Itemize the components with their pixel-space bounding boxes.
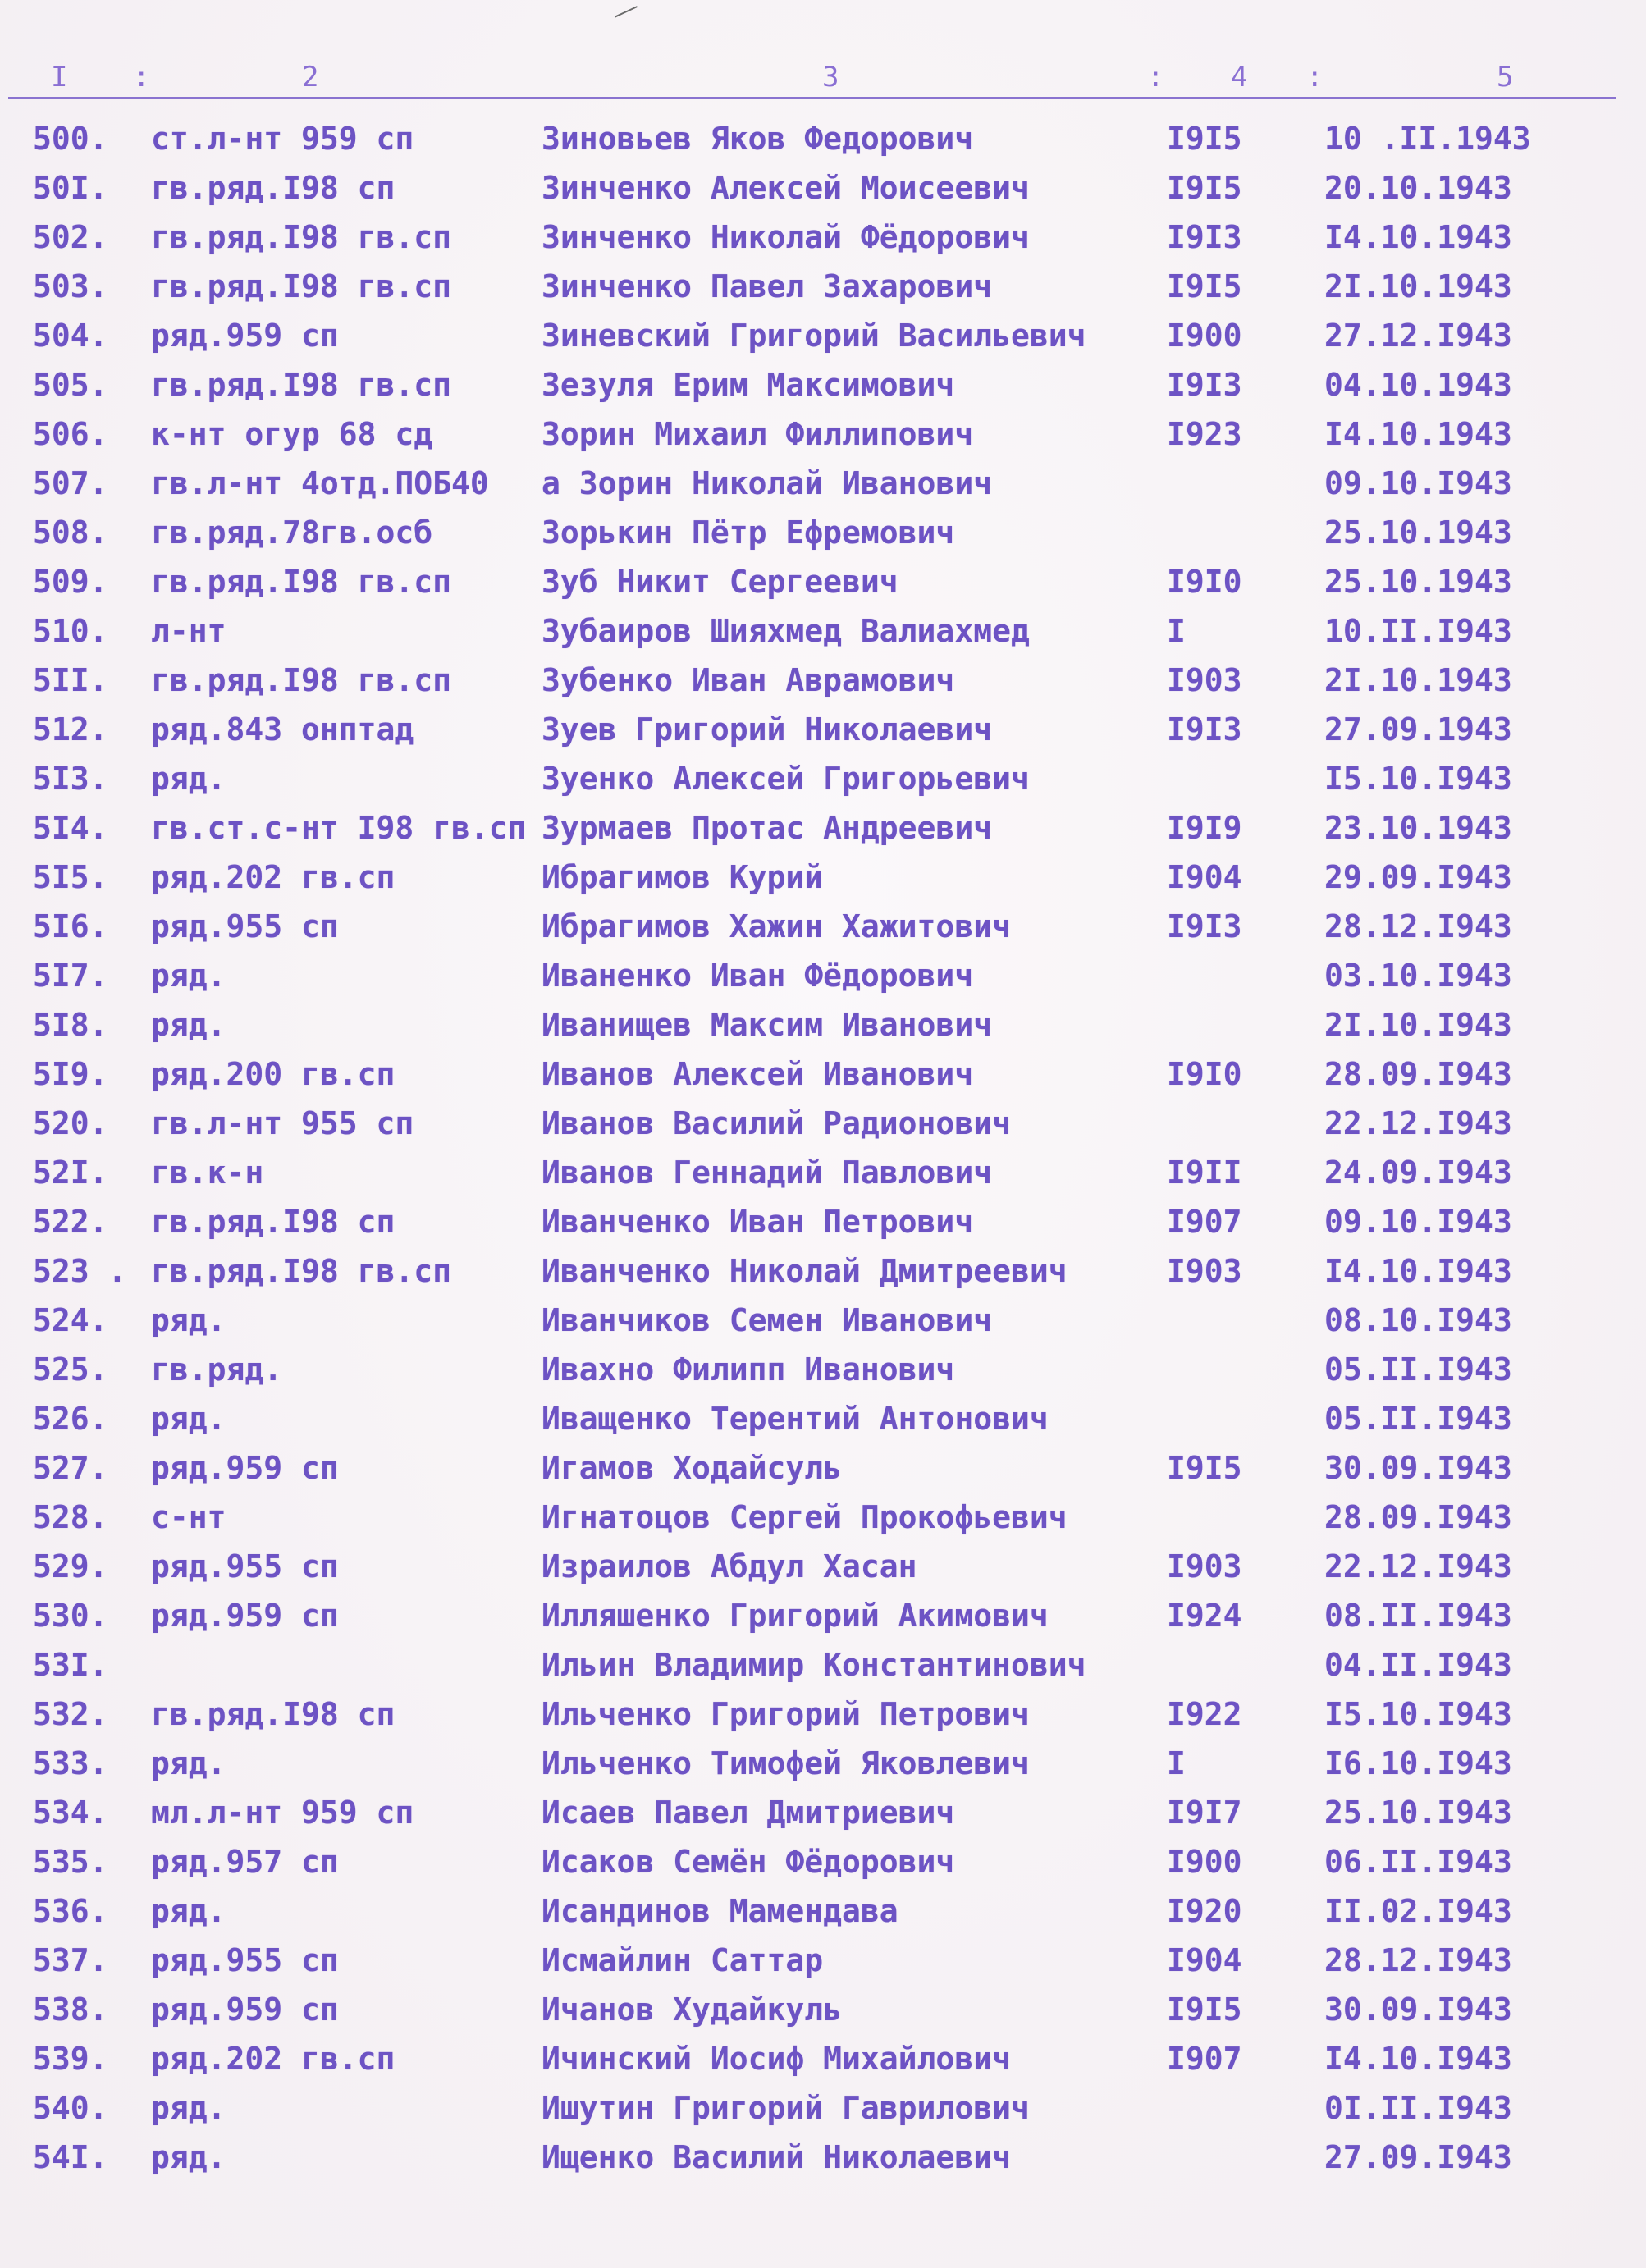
record-row: [0, 1346, 1646, 1393]
record-name: Зезуля Ерим Максимович: [542, 367, 955, 403]
record-unit: гв.ст.с-нт I98 гв.сп: [151, 810, 527, 846]
record-date: I5.10.I943: [1324, 761, 1512, 797]
record-number: 5I5.: [33, 859, 108, 895]
record-name: Ищенко Василий Николаевич: [542, 2139, 1011, 2175]
record-number: 500.: [33, 121, 108, 157]
record-row: [0, 312, 1646, 359]
record-number: 527.: [33, 1450, 108, 1486]
record-number: 53I.: [33, 1647, 108, 1683]
record-unit: ряд.957 сп: [151, 1844, 339, 1880]
record-date: 25.10.1943: [1324, 514, 1512, 551]
record-birth-year: I923: [1167, 416, 1242, 452]
record-row: [0, 1789, 1646, 1836]
record-birth-year: I9I3: [1167, 908, 1242, 944]
record-date: 2I.10.I943: [1324, 1007, 1512, 1043]
record-name: Ильин Владимир Константинович: [542, 1647, 1086, 1683]
record-birth-year: I9I3: [1167, 367, 1242, 403]
record-date: 28.09.I943: [1324, 1499, 1512, 1535]
record-unit: ряд.959 сп: [151, 1450, 339, 1486]
col-separator: :: [133, 61, 152, 94]
record-row: [0, 164, 1646, 212]
record-date: 25.10.I943: [1324, 1795, 1512, 1831]
record-unit: ряд.: [151, 2090, 226, 2126]
record-unit: ряд.959 сп: [151, 318, 339, 354]
record-unit: ряд.: [151, 2139, 226, 2175]
record-row: [0, 2084, 1646, 2132]
record-name: Ишутин Григорий Гаврилович: [542, 2090, 1030, 2126]
record-unit: л-нт: [151, 613, 226, 649]
record-row: [0, 706, 1646, 753]
record-name: Ибрагимов Курий: [542, 859, 824, 895]
record-name: Зорин Михаил Филлипович: [542, 416, 974, 452]
record-name: Иваненко Иван Фёдорович: [542, 958, 974, 994]
record-unit: гв.ряд.I98 гв.сп: [151, 662, 452, 698]
record-birth-year: I9I0: [1167, 1056, 1242, 1092]
record-birth-year: I907: [1167, 2041, 1242, 2077]
record-unit: мл.л-нт 959 сп: [151, 1795, 414, 1831]
record-number: 540.: [33, 2090, 108, 2126]
record-date: 23.10.1943: [1324, 810, 1512, 846]
record-birth-year: I907: [1167, 1204, 1242, 1240]
record-date: 2I.10.1943: [1324, 662, 1512, 698]
record-unit: гв.ряд.I98 сп: [151, 1204, 395, 1240]
record-number: 504.: [33, 318, 108, 354]
record-number: 526.: [33, 1401, 108, 1437]
record-birth-year: I9I0: [1167, 564, 1242, 600]
record-unit: ряд.: [151, 1745, 226, 1781]
record-row: [0, 1001, 1646, 1049]
record-date: 0I.II.I943: [1324, 2090, 1512, 2126]
record-unit: ряд.200 гв.сп: [151, 1056, 395, 1092]
record-birth-year: I9II: [1167, 1155, 1242, 1191]
record-birth-year: I922: [1167, 1696, 1242, 1732]
record-unit: ряд.: [151, 1893, 226, 1929]
record-name: Игнатоцов Сергей Прокофьевич: [542, 1499, 1068, 1535]
record-birth-year: I903: [1167, 1548, 1242, 1584]
record-birth-year: I903: [1167, 1253, 1242, 1289]
record-date: 04.10.1943: [1324, 367, 1512, 403]
header-rule: [8, 97, 1616, 99]
record-unit: гв.ряд.I98 гв.сп: [151, 367, 452, 403]
record-number: 536.: [33, 1893, 108, 1929]
record-unit: ст.л-нт 959 сп: [151, 121, 414, 157]
record-date: 06.II.I943: [1324, 1844, 1512, 1880]
record-row: [0, 213, 1646, 261]
record-name: Иващенко Терентий Антонович: [542, 1401, 1049, 1437]
record-number: 50I.: [33, 170, 108, 206]
record-unit: ряд.955 сп: [151, 1942, 339, 1978]
record-birth-year: I: [1167, 613, 1186, 649]
record-number: 506.: [33, 416, 108, 452]
record-number: 507.: [33, 465, 108, 501]
record-date: 28.09.I943: [1324, 1056, 1512, 1092]
record-row: [0, 410, 1646, 458]
record-birth-year: I900: [1167, 1844, 1242, 1880]
record-number: 535.: [33, 1844, 108, 1880]
record-date: 22.12.I943: [1324, 1548, 1512, 1584]
col-header-3: 3: [822, 61, 841, 94]
record-row: [0, 1395, 1646, 1443]
record-date: 30.09.I943: [1324, 1991, 1512, 2028]
col-header-1: I: [51, 61, 70, 94]
record-unit: гв.л-нт 955 сп: [151, 1105, 414, 1141]
record-name: Ивахно Филипп Иванович: [542, 1351, 955, 1388]
record-unit: ряд.959 сп: [151, 1598, 339, 1634]
record-number: 5I4.: [33, 810, 108, 846]
record-number: 510.: [33, 613, 108, 649]
record-name: Зинченко Алексей Моисеевич: [542, 170, 1030, 206]
record-date: 22.12.I943: [1324, 1105, 1512, 1141]
record-birth-year: I9I5: [1167, 1450, 1242, 1486]
record-date: 27.12.I943: [1324, 318, 1512, 354]
record-number: 534.: [33, 1795, 108, 1831]
record-name: Зиневский Григорий Васильевич: [542, 318, 1086, 354]
record-name: Игамов Ходайсуль: [542, 1450, 843, 1486]
record-row: [0, 1641, 1646, 1689]
record-row: [0, 1296, 1646, 1344]
record-unit: ряд.: [151, 958, 226, 994]
record-row: [0, 853, 1646, 901]
record-date: 05.II.I943: [1324, 1401, 1512, 1437]
record-birth-year: I9I5: [1167, 121, 1242, 157]
record-number: 5I3.: [33, 761, 108, 797]
record-row: [0, 460, 1646, 507]
record-date: 24.09.I943: [1324, 1155, 1512, 1191]
record-unit: с-нт: [151, 1499, 226, 1535]
record-number: 5I6.: [33, 908, 108, 944]
record-row: [0, 509, 1646, 556]
record-number: 520.: [33, 1105, 108, 1141]
record-number: 5I9.: [33, 1056, 108, 1092]
record-date: I6.10.I943: [1324, 1745, 1512, 1781]
record-name: Зинченко Николай Фёдорович: [542, 219, 1030, 255]
record-unit: гв.ряд.I98 гв.сп: [151, 1253, 452, 1289]
record-row: [0, 1936, 1646, 1984]
record-date: 08.II.I943: [1324, 1598, 1512, 1634]
record-birth-year: I903: [1167, 662, 1242, 698]
col-header-4: 4: [1231, 61, 1250, 94]
record-name: Зиновьев Яков Федорович: [542, 121, 974, 157]
record-name: Иванченко Иван Петрович: [542, 1204, 974, 1240]
record-date: II.02.I943: [1324, 1893, 1512, 1929]
record-number: 523 .: [33, 1253, 127, 1289]
record-name: Иванченко Николай Дмитреевич: [542, 1253, 1068, 1289]
record-row: [0, 558, 1646, 606]
record-birth-year: I9I7: [1167, 1795, 1242, 1831]
record-unit: ряд.955 сп: [151, 1548, 339, 1584]
record-birth-year: I904: [1167, 1942, 1242, 1978]
record-row: [0, 1444, 1646, 1492]
record-date: 29.09.I943: [1324, 859, 1512, 895]
record-date: 09.10.I943: [1324, 465, 1512, 501]
record-name: Зубенко Иван Аврамович: [542, 662, 955, 698]
record-date: 27.09.1943: [1324, 711, 1512, 748]
record-date: 10 .II.1943: [1324, 121, 1531, 157]
record-birth-year: I920: [1167, 1893, 1242, 1929]
pen-mark: [610, 0, 638, 18]
record-row: [0, 1592, 1646, 1639]
record-unit: ряд.: [151, 1401, 226, 1437]
record-name: Зуенко Алексей Григорьевич: [542, 761, 1030, 797]
record-birth-year: I: [1167, 1745, 1186, 1781]
record-birth-year: I9I9: [1167, 810, 1242, 846]
record-number: 5I7.: [33, 958, 108, 994]
record-name: Ичанов Худайкуль: [542, 1991, 843, 2028]
record-number: 502.: [33, 219, 108, 255]
record-number: 525.: [33, 1351, 108, 1388]
record-number: 533.: [33, 1745, 108, 1781]
record-birth-year: I9I5: [1167, 170, 1242, 206]
record-row: [0, 607, 1646, 655]
record-row: [0, 1690, 1646, 1738]
record-number: 530.: [33, 1598, 108, 1634]
record-date: 25.10.1943: [1324, 564, 1512, 600]
record-name: Исмайлин Саттар: [542, 1942, 824, 1978]
record-row: [0, 656, 1646, 704]
record-date: 04.II.I943: [1324, 1647, 1512, 1683]
record-number: 508.: [33, 514, 108, 551]
col-separator: :: [1147, 61, 1166, 94]
record-name: Ильченко Григорий Петрович: [542, 1696, 1030, 1732]
record-date: 30.09.I943: [1324, 1450, 1512, 1486]
record-name: Иванов Алексей Иванович: [542, 1056, 974, 1092]
col-header-2: 2: [302, 61, 321, 94]
record-name: Иванов Геннадий Павлович: [542, 1155, 993, 1191]
record-number: 537.: [33, 1942, 108, 1978]
record-unit: гв.ряд.78гв.осб: [151, 514, 433, 551]
record-row: [0, 1543, 1646, 1590]
record-row: [0, 1100, 1646, 1147]
record-name: Зурмаев Протас Андреевич: [542, 810, 993, 846]
record-unit: гв.ряд.I98 гв.сп: [151, 564, 452, 600]
record-row: [0, 1887, 1646, 1935]
record-date: I4.10.I943: [1324, 1253, 1512, 1289]
record-name: Израилов Абдул Хасан: [542, 1548, 917, 1584]
record-number: 522.: [33, 1204, 108, 1240]
col-header-5: 5: [1497, 61, 1516, 94]
record-date: 2I.10.1943: [1324, 268, 1512, 304]
record-name: Зинченко Павел Захарович: [542, 268, 993, 304]
record-date: 28.12.I943: [1324, 908, 1512, 944]
record-birth-year: I900: [1167, 318, 1242, 354]
record-date: 09.10.I943: [1324, 1204, 1512, 1240]
record-unit: к-нт огур 68 сд: [151, 416, 433, 452]
record-row: [0, 1838, 1646, 1886]
record-birth-year: I9I3: [1167, 711, 1242, 748]
record-date: I5.10.I943: [1324, 1696, 1512, 1732]
record-number: 539.: [33, 2041, 108, 2077]
record-number: 505.: [33, 367, 108, 403]
record-unit: гв.л-нт 4отд.ПОБ40: [151, 465, 489, 501]
record-row: [0, 263, 1646, 310]
record-name: Ильченко Тимофей Яковлевич: [542, 1745, 1030, 1781]
record-unit: ряд.202 гв.сп: [151, 2041, 395, 2077]
record-number: 524.: [33, 1302, 108, 1338]
record-date: I4.10.1943: [1324, 416, 1512, 452]
record-row: [0, 1986, 1646, 2033]
record-row: [0, 2133, 1646, 2181]
record-date: 20.10.1943: [1324, 170, 1512, 206]
record-number: 528.: [33, 1499, 108, 1535]
record-date: 05.II.I943: [1324, 1351, 1512, 1388]
record-name: Иванищев Максим Иванович: [542, 1007, 993, 1043]
record-name: Исаев Павел Дмитриевич: [542, 1795, 955, 1831]
record-name: Зубаиров Шияхмед Валиахмед: [542, 613, 1030, 649]
record-number: 512.: [33, 711, 108, 748]
record-unit: гв.ряд.I98 сп: [151, 170, 395, 206]
record-birth-year: I904: [1167, 859, 1242, 895]
record-unit: гв.ряд.I98 сп: [151, 1696, 395, 1732]
record-date: 10.II.I943: [1324, 613, 1512, 649]
record-name: а Зорин Николай Иванович: [542, 465, 993, 501]
record-unit: гв.к-н: [151, 1155, 264, 1191]
col-separator: :: [1306, 61, 1325, 94]
record-unit: гв.ряд.: [151, 1351, 283, 1388]
record-date: 03.10.I943: [1324, 958, 1512, 994]
record-unit: ряд.959 сп: [151, 1991, 339, 2028]
record-unit: ряд.: [151, 761, 226, 797]
record-row: [0, 755, 1646, 802]
record-date: I4.10.I943: [1324, 2041, 1512, 2077]
record-number: 532.: [33, 1696, 108, 1732]
record-unit: ряд.: [151, 1302, 226, 1338]
record-name: Иванчиков Семен Иванович: [542, 1302, 993, 1338]
record-row: [0, 1493, 1646, 1541]
record-row: [0, 1247, 1646, 1295]
record-row: [0, 1050, 1646, 1098]
record-unit: ряд.955 сп: [151, 908, 339, 944]
record-name: Зорькин Пётр Ефремович: [542, 514, 955, 551]
record-number: 54I.: [33, 2139, 108, 2175]
record-number: 52I.: [33, 1155, 108, 1191]
record-name: Ибрагимов Хажин Хажитович: [542, 908, 1011, 944]
record-birth-year: I924: [1167, 1598, 1242, 1634]
record-row: [0, 115, 1646, 162]
record-date: 08.10.I943: [1324, 1302, 1512, 1338]
record-number: 538.: [33, 1991, 108, 2028]
record-number: 503.: [33, 268, 108, 304]
record-name: Зуб Никит Сергеевич: [542, 564, 898, 600]
record-name: Исаков Семён Фёдорович: [542, 1844, 955, 1880]
record-unit: ряд.202 гв.сп: [151, 859, 395, 895]
record-date: 28.12.I943: [1324, 1942, 1512, 1978]
record-name: Иванов Василий Радионович: [542, 1105, 1011, 1141]
record-row: [0, 1198, 1646, 1246]
record-number: 529.: [33, 1548, 108, 1584]
record-number: 509.: [33, 564, 108, 600]
record-row: [0, 804, 1646, 852]
record-name: Зуев Григорий Николаевич: [542, 711, 993, 748]
record-birth-year: I9I5: [1167, 268, 1242, 304]
record-unit: гв.ряд.I98 гв.сп: [151, 268, 452, 304]
record-row: [0, 903, 1646, 950]
record-row: [0, 2035, 1646, 2083]
record-unit: ряд.843 онптад: [151, 711, 414, 748]
record-unit: ряд.: [151, 1007, 226, 1043]
record-name: Ичинский Иосиф Михайлович: [542, 2041, 1011, 2077]
record-number: 5I8.: [33, 1007, 108, 1043]
record-name: Исандинов Мамендава: [542, 1893, 898, 1929]
record-date: I4.10.1943: [1324, 219, 1512, 255]
record-row: [0, 1149, 1646, 1196]
record-row: [0, 361, 1646, 409]
record-birth-year: I9I3: [1167, 219, 1242, 255]
record-number: 5II.: [33, 662, 108, 698]
record-unit: гв.ряд.I98 гв.сп: [151, 219, 452, 255]
record-row: [0, 1740, 1646, 1787]
record-birth-year: I9I5: [1167, 1991, 1242, 2028]
record-name: Илляшенко Григорий Акимович: [542, 1598, 1049, 1634]
record-row: [0, 952, 1646, 999]
record-date: 27.09.I943: [1324, 2139, 1512, 2175]
